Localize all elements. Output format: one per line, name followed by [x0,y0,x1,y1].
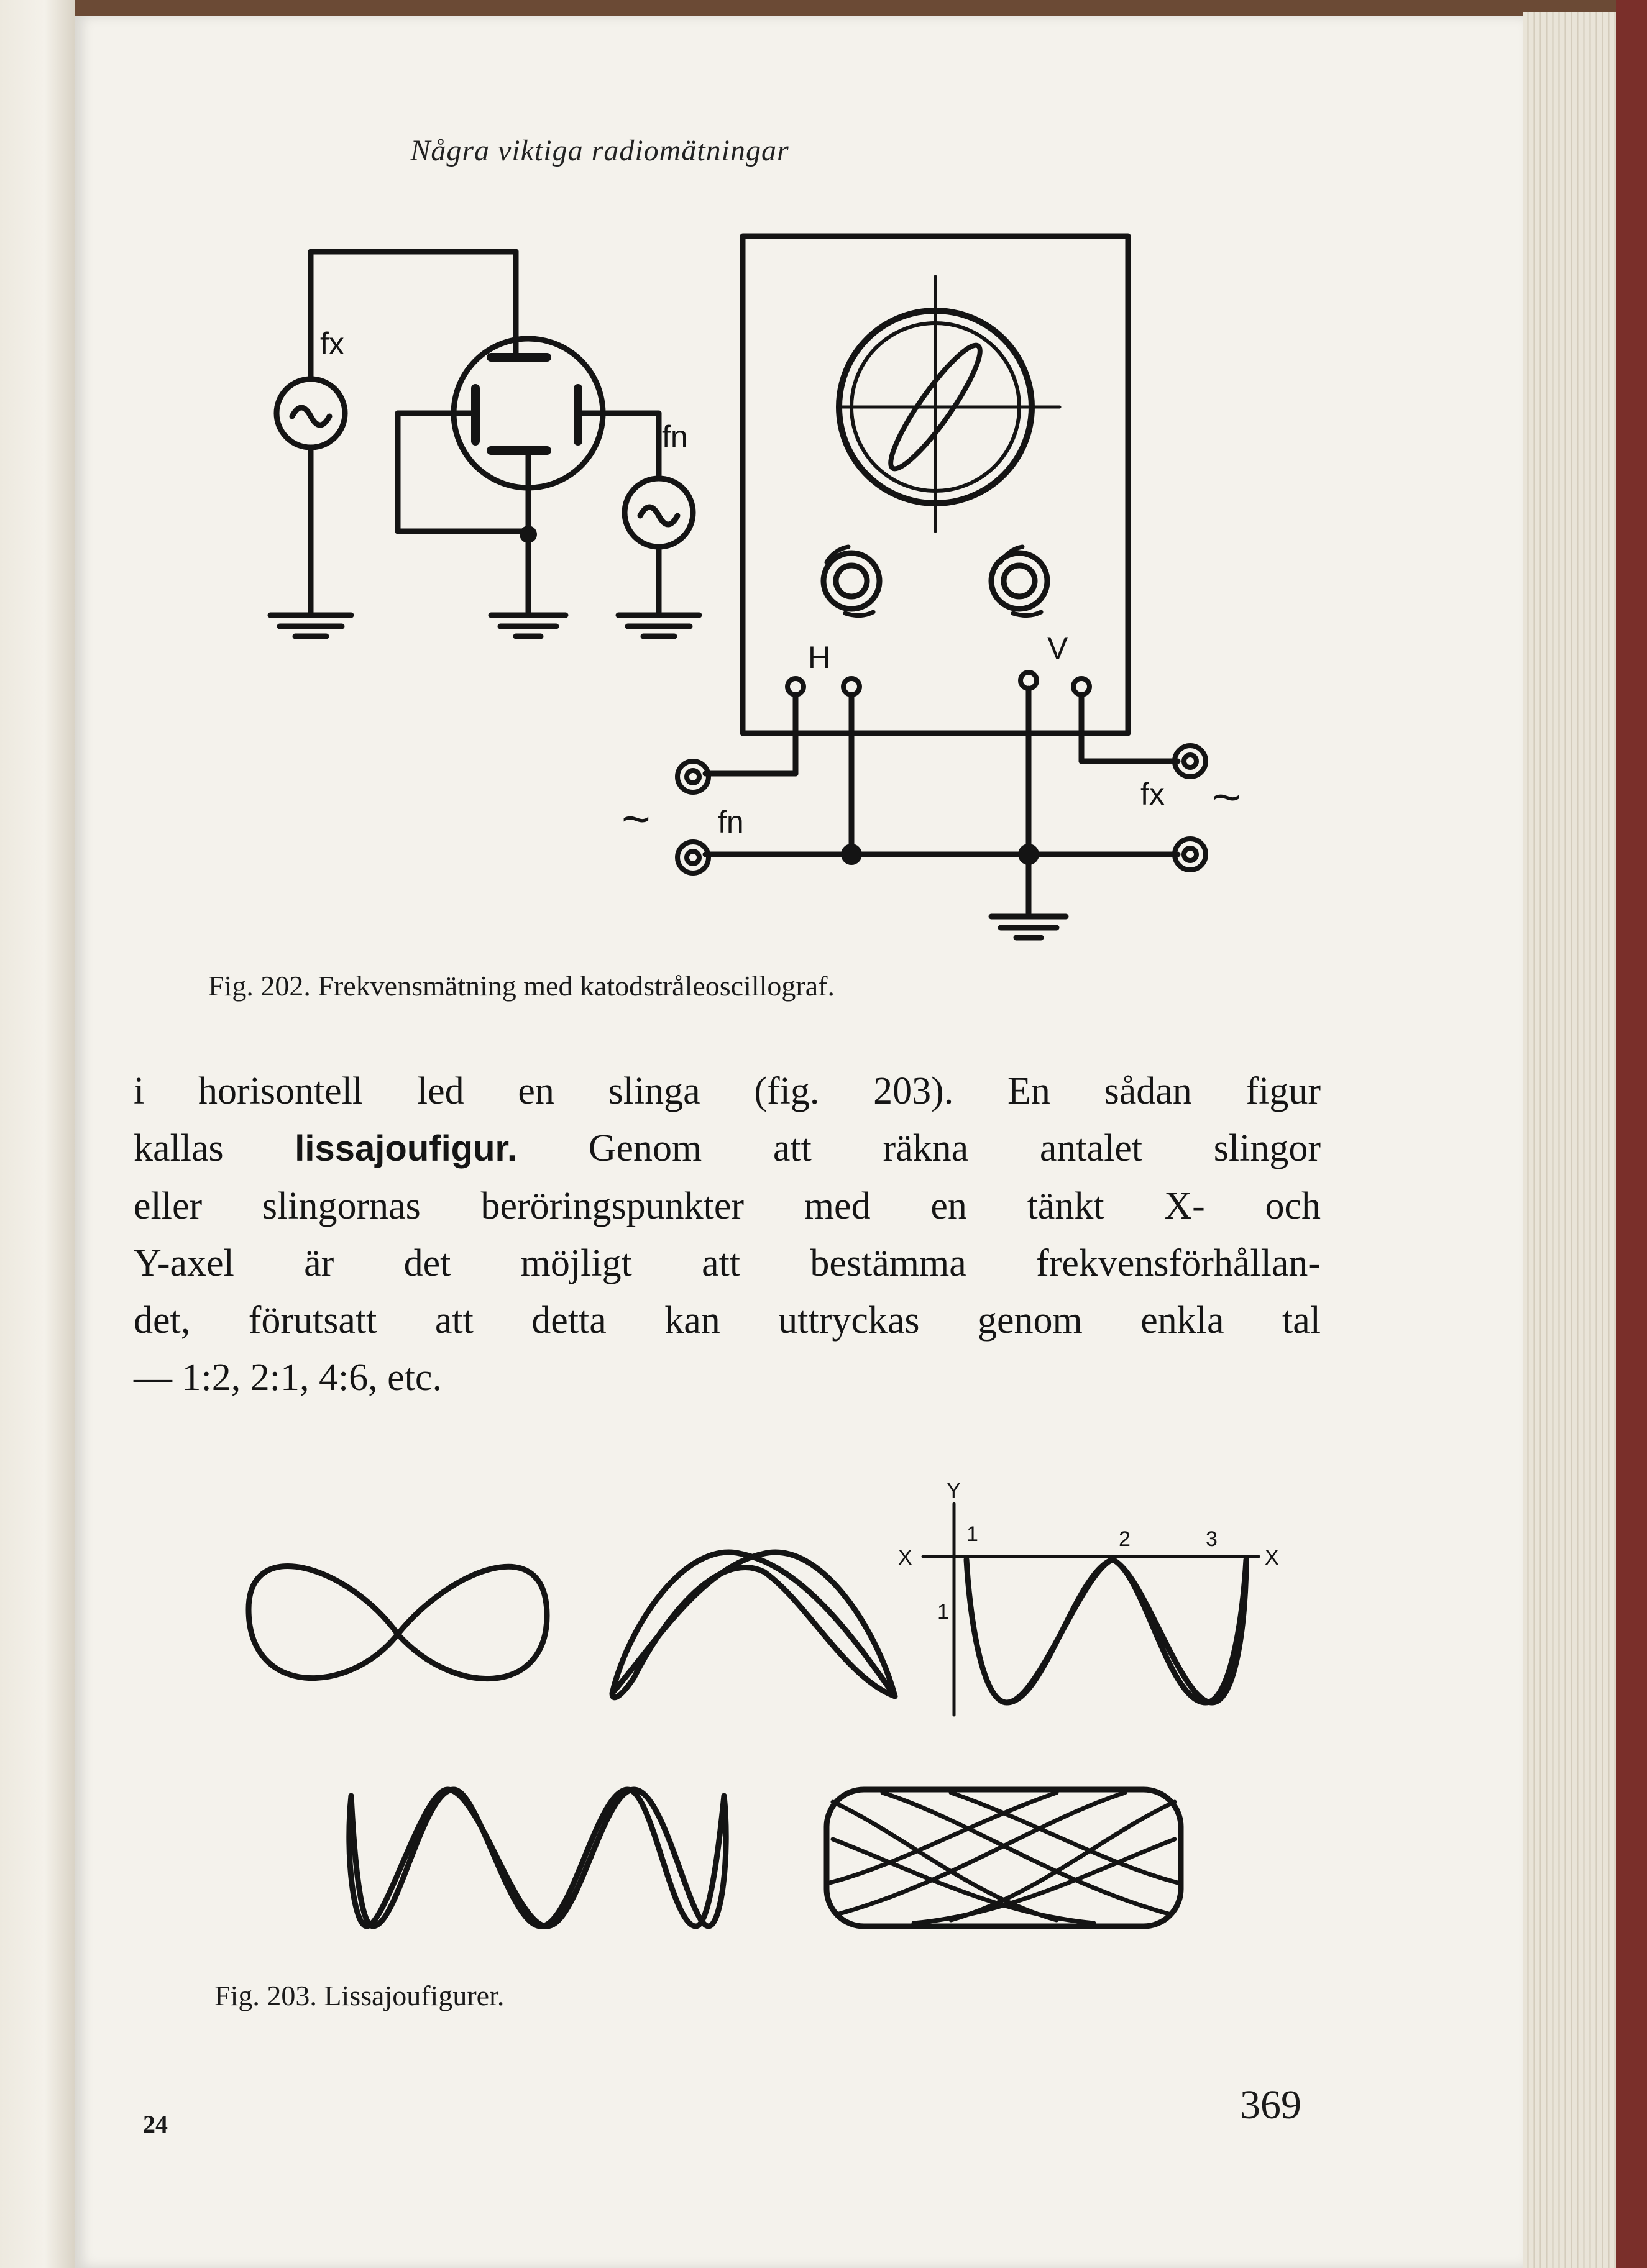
label-fx-2: fx [1140,777,1165,812]
tick-label-3: 3 [1206,1527,1218,1551]
label-fn-1: fn [662,419,688,454]
label-tilde-left: ~ [622,791,651,846]
oscilloscope-wiring [705,688,1178,913]
fig203-lissajous-figures [236,1473,1305,1957]
tick-label-y1: 1 [937,1600,949,1624]
label-H: H [808,640,831,675]
lissajous-figure-2 [612,1552,895,1698]
input-terminals [787,672,1090,695]
signal-generator-fn [618,478,699,636]
body-text [134,1063,1321,1406]
ground-symbol-3 [991,917,1066,938]
lissajous-figure-1 [249,1566,547,1679]
tick-label-2: 2 [1119,1527,1131,1551]
cathode-ray-tube-symbol [398,339,659,612]
label-fx-1: fx [320,326,344,361]
axis-label-x-left: X [898,1546,912,1570]
page-number: 369 [1240,2082,1301,2128]
term-lissajoufigur: lissajoufigur. [295,1128,518,1169]
body-line-3: eller slingornas beröringspunkter med en tänkt X- och [134,1185,1321,1227]
label-tilde-right: ~ [1212,769,1241,825]
body-line-1: i horisontell led en slinga (fig. 203). En sådan figur [134,1070,1321,1112]
junction-dot-3 [1018,844,1039,865]
body-line-4: Y-axel är det möjligt att bestämma frekvensförhållan- [134,1242,1321,1284]
body-line-6: — 1:2, 2:1, 4:6, etc. [134,1356,442,1399]
lissajous-figure-5 [827,1790,1181,1926]
ground-symbol-1 [270,615,351,636]
book-cover-edge [1616,0,1647,2268]
oscilloscope-screen [839,277,1060,531]
tick-label-1: 1 [966,1522,978,1546]
label-V: V [1047,631,1068,665]
junction-dot-1 [520,526,537,543]
axis-label-y: Y [947,1479,961,1502]
ground-symbol-2 [491,615,566,636]
body-line-2-start: kallas [134,1127,295,1169]
lissajous-figure-3 [966,1560,1246,1703]
label-fn-2: fn [718,805,744,839]
fig203-caption: Fig. 203. Lissajoufigurer. [214,1980,505,2011]
left-page-edge [0,0,75,2268]
body-line-5: det, förutsatt att detta kan uttryckas genom enkla tal [134,1299,1321,1342]
signature-mark: 24 [143,2110,168,2138]
junction-dot-2 [841,844,862,865]
lissajous-figure-4 [349,1790,726,1926]
horizontal-knob [823,547,879,616]
fig202-diagram [236,217,1293,963]
fig202-caption: Fig. 202. Frekvensmätning med katodstråleoscillograf. [208,970,835,1002]
lissajous-axes [898,1479,1279,1715]
running-head: Några viktiga radiomätningar [410,134,789,167]
body-line-2 [134,1120,1321,1177]
vertical-knob [991,547,1047,616]
axis-label-x-right: X [1265,1546,1279,1570]
body-line-2-end: Genom att räkna antalet slingor [517,1127,1321,1169]
